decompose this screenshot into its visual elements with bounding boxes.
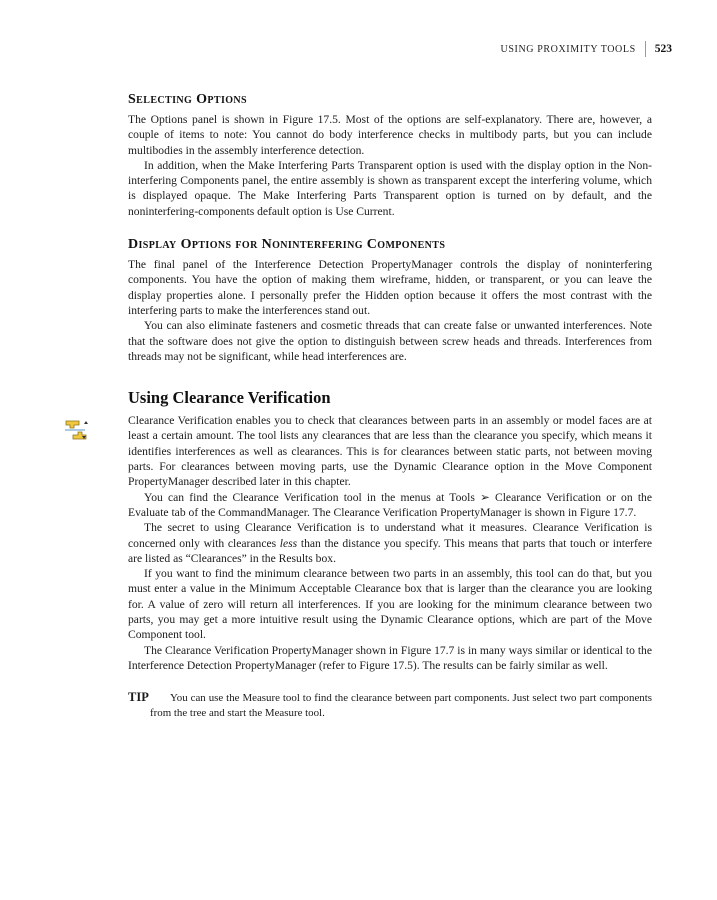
paragraph: [128, 520, 652, 566]
emphasized-word: less: [279, 536, 298, 550]
page-number: 523: [654, 43, 672, 55]
section-heading: Display Options for Noninterfering Components: [128, 237, 446, 253]
paragraph: If you want to find the minimum clearance between two parts in an assembly, this tool can do that, but you must enter a value in the Minimum Acceptable Clearance box that is larger than the clearance you are looking for. A value of zero will return all interferences. If you are looking for the minimum clearance between two parts, you may get a more intuitive result using the Dynamic Clearance options, which are part of the Move Component tool.: [128, 567, 652, 642]
paragraph: In addition, when the Make Interfering Parts Transparent option is used with the display option in the Non-interfering Components panel, the entire assembly is shown as transparent except the interfering volume, which is displayed opaque. The Make Interfering Parts Transparent option is turned on by default, and the noninterfering-components default option is Use Current.: [128, 158, 652, 218]
clearance-verification-tool-icon: [64, 419, 88, 441]
paragraph: The Clearance Verification PropertyManager shown in Figure 17.7 is in many ways similar or identical to the Interference Detection PropertyManager (refer to Figure 17.5). The results can be fairly similar as well.: [128, 643, 652, 672]
paragraph-text: than the distance you specify. This means that parts that touch or interfere are listed as “Clearances” in the Results box.: [128, 536, 652, 565]
section-using-clearance-verification: [128, 388, 652, 673]
paragraph: The final panel of the Interference Detection PropertyManager controls the display of noninterfering components. You have the option of making them wireframe, hidden, or transparent, or you can leave the display properties alone. I personally prefer the Hidden option because it offers the most contrast with the interfering parts to make the interferences stand out.: [128, 258, 652, 317]
tip-text: You can use the Measure tool to find the clearance between part components. Just select two part components from the tree and start the Measure tool.: [150, 692, 652, 719]
section-heading: Selecting Options: [128, 92, 248, 107]
running-head-divider: [645, 41, 646, 57]
text-column: [128, 92, 652, 720]
paragraph-text: The secret to using Clearance Verification is to understand what it measures. Clearance Verification is concerned only with clearances: [128, 521, 652, 550]
tip-label: TIP: [128, 690, 149, 705]
paragraph: The Options panel is shown in Figure 17.5. Most of the options are self-explanatory. There are, however, a couple of items to note: You cannot do body interference checks in multibody parts, but you can include multibodies in the assembly interference detection.: [128, 113, 652, 157]
paragraph: Clearance Verification enables you to check that clearances between parts in an assembly or model faces are at least a certain amount. The tool lists any clearances that are less than the clearance you specify, which means it identifies interferences as well as clearances. This is for clearances between static parts, not between moving parts. For clearances between moving parts, use the Dynamic Clearance option in the Move Component PropertyManager described later in this chapter.: [128, 414, 652, 489]
paragraph: You can also eliminate fasteners and cosmetic threads that can create false or unwanted interferences. Note that the software does not give the option to distinguish between screw heads and threads. Interferences from threads may not be significant, while head interferences are.: [128, 319, 652, 363]
running-head: [501, 41, 672, 57]
tip-block: [128, 691, 652, 720]
section-selecting-options: [128, 92, 652, 219]
section-heading: Using Clearance Verification: [128, 388, 331, 408]
running-head-title: USING PROXIMITY TOOLS: [500, 43, 636, 55]
section-display-options: [128, 237, 652, 364]
paragraph: You can find the Clearance Verification tool in the menus at Tools ➢ Clearance Verification or on the Evaluate tab of the CommandManager. The Clearance Verification PropertyManager is shown in Figure 17.7.: [128, 490, 652, 519]
